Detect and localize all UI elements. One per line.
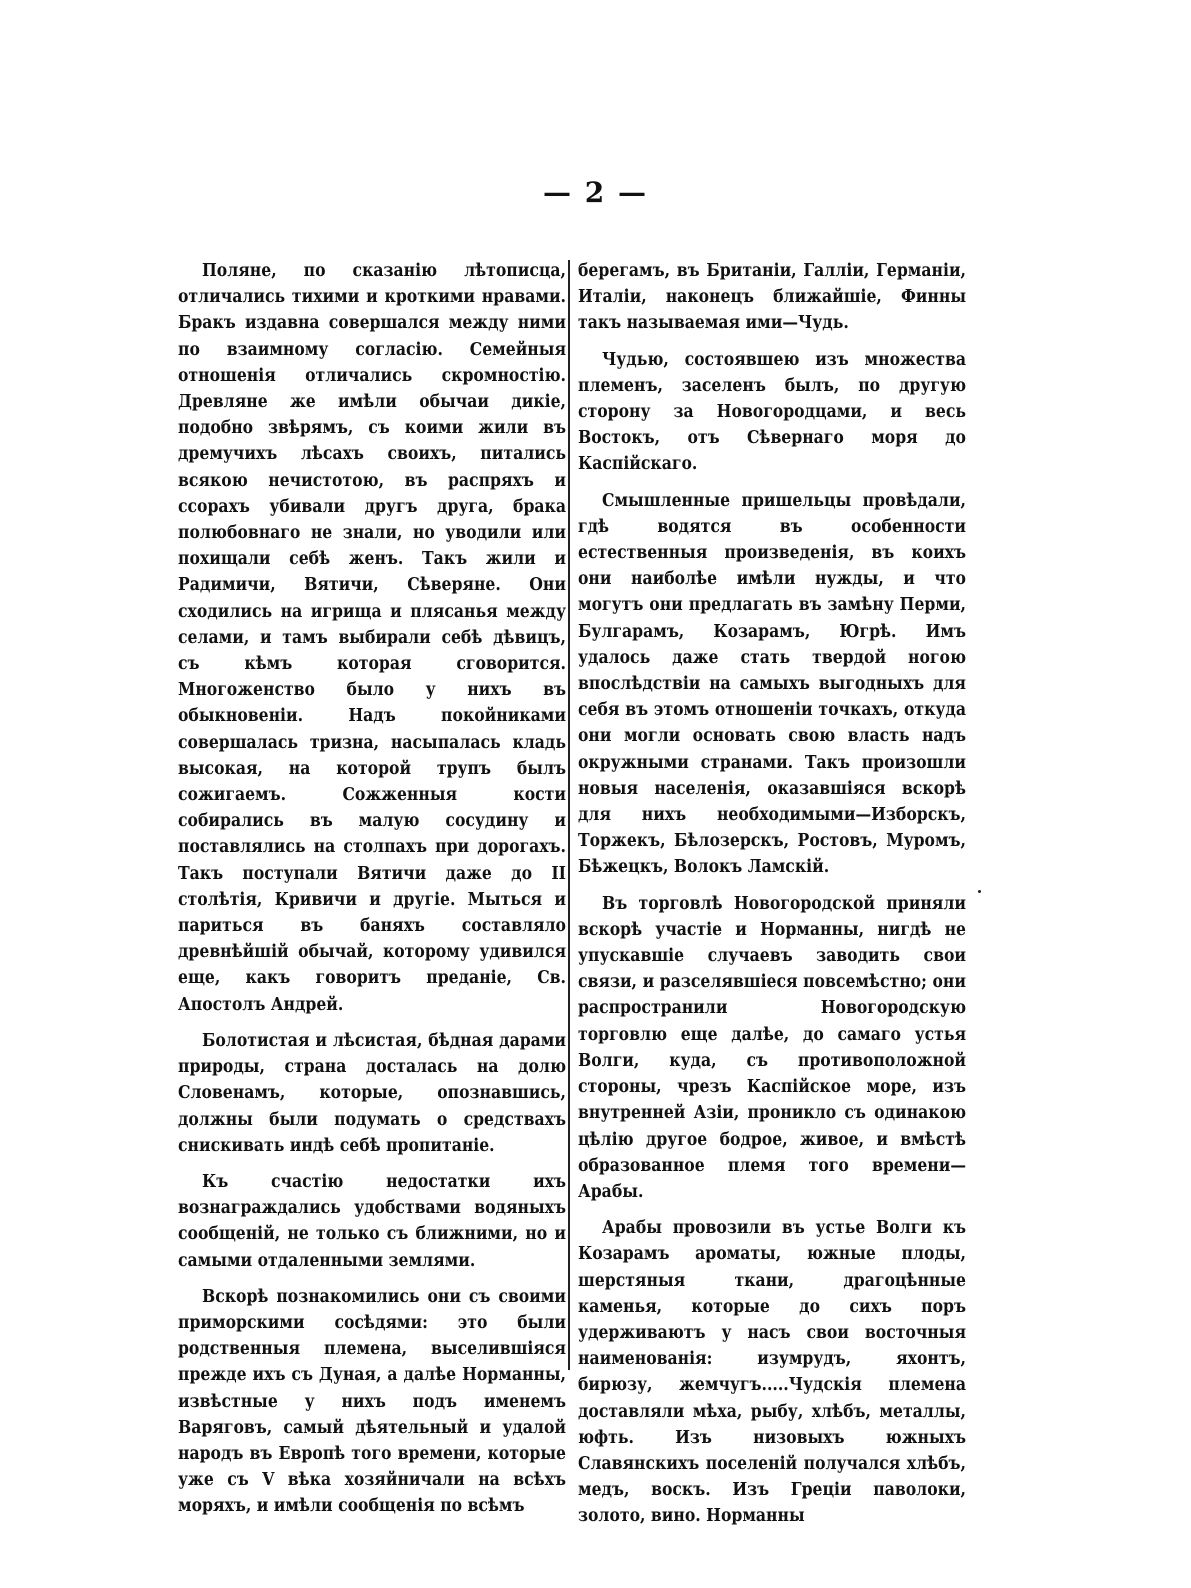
paragraph: Арабы провозили въ устье Волги къ Козарамъ ароматы, южные плоды, шерстяныя ткани, драгоцѣнные каменья, которые до сихъ поръ удерживаютъ у насъ свои восточныя наименованія: изумрудъ, яхонтъ, бирюзу, жемчугъ.....Чудскія племена доставляли мѣха, рыбу, хлѣбъ, металлы, юфть. Изъ низовыхъ южныхъ Славянскихъ поселеній получался хлѣбъ, медъ, воскъ. Изъ Греціи паволоки, золото, вино. Норманны (578, 1218, 966, 1527)
paragraph: Къ счастію недостатки ихъ вознаграждались удобствами водяныхъ сообщеній, не только съ ближними, но и самыми отдаленными землями. (178, 1171, 566, 1271)
paragraph: Чудью, состоявшею изъ множества племенъ, заселенъ былъ, по другую сторону за Новогородцами, и весь Востокъ, отъ Сѣвернаго моря до Каспійскаго. (578, 349, 966, 475)
paragraph: Поляне, по сказанію лѣтописца, отличались тихими и кроткими нравами. Бракъ издавна совершался между ними по взаимному согласію. Семейныя отношенія отличались скромностію. Древляне же имѣли обычаи дикіе, подобно звѣрямъ, съ коими жили въ дремучихъ лѣсахъ своихъ, питались всякою нечистотою, въ распряхъ и ссорахъ убивали другъ друга, брака полюбовнаго не знали, но уводили или похищали себѣ женъ. Такъ жили и Радимичи, Вятичи, Сѣверяне. Они сходились на игрища и плясанья между селами, и тамъ выбирали себѣ дѣвицъ, съ кѣмъ которая сговорится. Многоженство было у нихъ въ обыкновеніи. Надъ покойниками совершалась тризна, насыпалась кладь высокая, на которой трупъ былъ сожигаемъ. Сожженныя кости собирались въ малую сосудину и поставлялись на столпахъ при дорогахъ. Такъ поступали Вятичи даже до II столѣтія, Кривичи и другіе. Мыться и париться въ баняхъ составляло древнѣйшій обычай, которому удивился еще, какъ говоритъ преданіе, Св. Апостолъ Андрей. (178, 261, 566, 1015)
left-text-column (178, 258, 566, 1530)
column-divider (568, 260, 570, 1370)
page-number: — 2 — (543, 176, 648, 209)
paragraph: Въ торговлѣ Новогородской приняли вскорѣ участіе и Норманны, нигдѣ не упускавшіе случаевъ заводить свои связи, и разселявшіеся повсемѣстно; они распространили Новогородскую торговлю еще далѣе, до самаго устья Волги, куда, съ противоположной стороны, чрезъ Каспійское море, изъ внутренней Азіи, проникло съ одинакою цѣлію другое бодрое, живое, и вмѣстѣ образованное племя того времени—Арабы. (578, 893, 966, 1202)
paragraph: Вскорѣ познакомились они съ своими приморскими сосѣдями: это были родственныя племена, выселившіяся прежде ихъ съ Дуная, а далѣе Норманны, извѣстные у нихъ подъ именемъ Варяговъ, самый дѣятельный и удалой народъ въ Европѣ того времени, которые уже съ V вѣка хозяйничали на всѣхъ моряхъ, и имѣли сообщенія по всѣмъ (178, 1286, 566, 1517)
paragraph: Смышленные пришельцы провѣдали, гдѣ водятся въ особенности естественныя произведенія, въ коихъ они наиболѣе имѣли нужды, и что могутъ они предлагать въ замѣну Перми, Булгарамъ, Козарамъ, Югрѣ. Имъ удалось даже стать твердой ногою впослѣдствіи на самыхъ выгодныхъ для себя въ этомъ отношеніи точкахъ, откуда они могли основать свою власть надъ окружными странами. Такъ произошли новыя населенія, оказавшіяся вскорѣ для нихъ необходимыми—Изборскъ, Торжекъ, Бѣлозерскъ, Ростовъ, Муромъ, Бѣжецкъ, Волокъ Ламскій. (578, 490, 966, 878)
ink-speck (978, 890, 981, 893)
paragraph: берегамъ, въ Британіи, Галліи, Германіи, Италіи, наконецъ ближайшіе, Финны такъ называемая ими—Чудь. (578, 261, 966, 334)
right-text-column (578, 258, 966, 1540)
paragraph: Болотистая и лѣсистая, бѣдная дарами природы, страна досталась на долю Словенамъ, которые, опознавшись, должны были подумать о средствахъ снискивать индѣ себѣ пропитаніе. (178, 1030, 566, 1156)
